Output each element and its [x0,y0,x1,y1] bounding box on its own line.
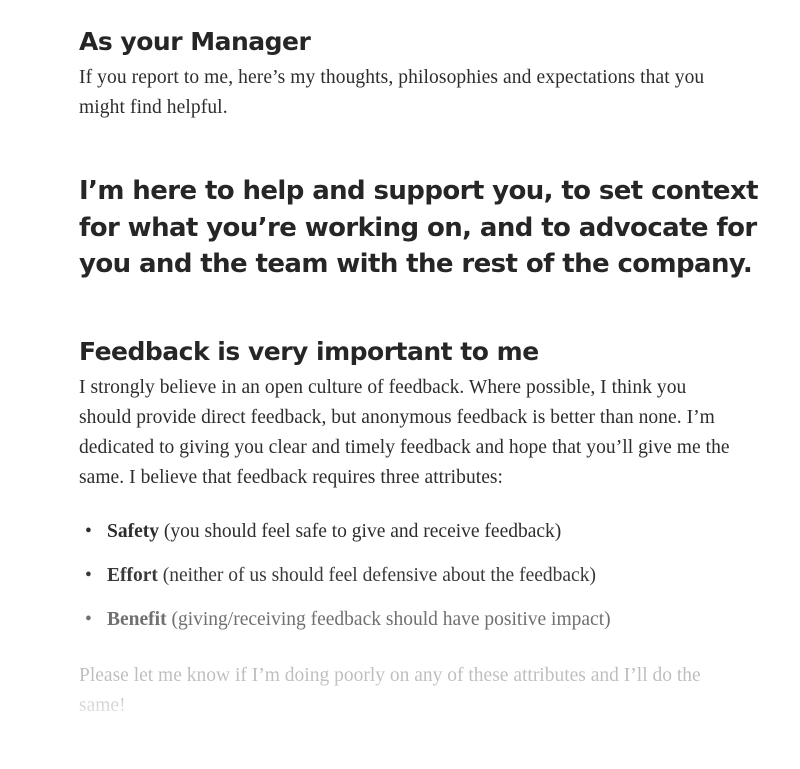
manager-heading: As your Manager [79,27,311,56]
closing-paragraph: Please let me know if I’m doing poorly on any of these attributes and I’ll do the same! [79,661,739,721]
bullet-icon: • [85,608,92,630]
attribute-name: Benefit [107,608,167,630]
bullet-icon: • [85,520,92,542]
feedback-attributes-list [79,517,739,635]
attribute-description: (giving/receiving feedback should have positive impact) [166,608,611,630]
attribute-name: Safety [107,520,159,542]
list-item-effort [79,561,739,591]
feedback-heading: Feedback is very important to me [79,336,539,366]
pull-quote: I’m here to help and support you, to set context for what you’re working on, and to advocate for you and the team with the rest of the company. [79,176,758,279]
attribute-description: (neither of us should feel defensive about the feedback) [157,564,596,586]
attribute-name: Effort [107,564,158,586]
list-item-safety [79,517,739,547]
feedback-intro-paragraph: I strongly believe in an open culture of feedback. Where possible, I think you should provide direct feedback, but anonymous feedback is better than none. I’m dedicated to giving you clear and timely feedback and hope that you’ll give me the same. I believe that feedback requires three attributes: [79,376,730,488]
attribute-description: (you should feel safe to give and receive feedback) [159,520,562,542]
article-body [79,0,758,721]
bullet-icon: • [85,564,92,586]
list-item-benefit [79,605,739,635]
manager-intro-paragraph: If you report to me, here’s my thoughts, philosophies and expectations that you might find helpful. [79,67,705,118]
